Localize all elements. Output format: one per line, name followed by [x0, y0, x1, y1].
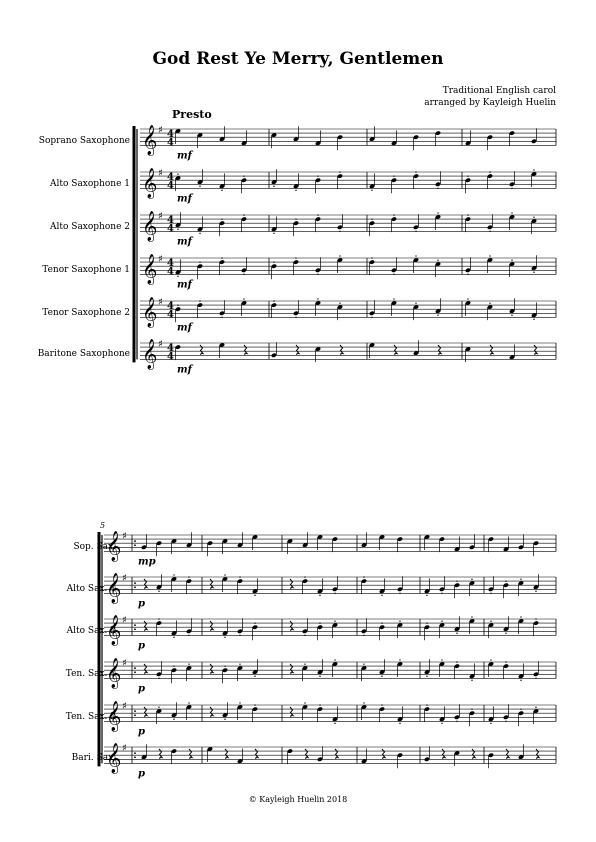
dynamic-p: p	[138, 598, 145, 610]
staccato-dot	[490, 659, 491, 660]
instrument-label-alto-sax-1: Alto Saxophone 1	[50, 179, 130, 189]
time-signature-top: 4	[167, 258, 174, 269]
instrument-label-soprano-sax: Soprano Saxophone	[38, 136, 130, 146]
sharp-key-signature: ♯	[122, 615, 127, 626]
quarter-rest	[225, 749, 228, 760]
staccato-dot	[334, 620, 335, 621]
staccato-dot	[334, 723, 335, 724]
dynamic-mf: mf	[177, 193, 192, 205]
staccato-dot	[224, 637, 225, 638]
staccato-dot	[243, 214, 244, 215]
staccato-dot	[177, 173, 178, 174]
staccato-dot	[511, 259, 512, 260]
staccato-dot	[363, 576, 364, 577]
time-signature-bottom: 4	[167, 266, 174, 278]
staccato-dot	[199, 233, 200, 234]
staccato-dot	[243, 274, 244, 275]
quarter-rest	[534, 345, 537, 356]
staccato-dot	[273, 186, 274, 187]
quarter-rest	[290, 707, 293, 718]
time-signature-bottom: 4	[167, 223, 174, 235]
quarter-rest	[210, 621, 213, 632]
staccato-dot	[441, 659, 442, 660]
staccato-dot	[173, 574, 174, 575]
staccato-dot	[243, 298, 244, 299]
staccato-dot	[520, 616, 521, 617]
staccato-dot	[471, 680, 472, 681]
staccato-dot	[221, 317, 222, 318]
instrument-label-ten-sax-1: Ten. Sax. 1	[65, 669, 116, 679]
treble-clef: 𝄞	[142, 125, 158, 156]
quarter-rest	[290, 664, 293, 675]
staccato-dot	[467, 176, 468, 177]
staccato-dot	[254, 623, 255, 624]
staccato-dot	[224, 666, 225, 667]
treble-clef: 𝄞	[142, 211, 158, 242]
quarter-rest	[472, 749, 475, 760]
staccato-dot	[505, 661, 506, 662]
quarter-rest	[382, 749, 385, 760]
staccato-dot	[471, 709, 472, 710]
staccato-dot	[158, 618, 159, 619]
staccato-dot	[437, 212, 438, 213]
staccato-dot	[489, 171, 490, 172]
staccato-dot	[437, 188, 438, 189]
staccato-dot	[505, 633, 506, 634]
staccato-dot	[339, 231, 340, 232]
sharp-key-signature: ♯	[158, 125, 163, 136]
staccato-dot	[511, 188, 512, 189]
tempo-marking: Presto	[172, 108, 212, 121]
quarter-rest	[296, 345, 299, 356]
staccato-dot	[511, 315, 512, 316]
sharp-key-signature: ♯	[158, 254, 163, 265]
score-title: God Rest Ye Merry, Gentlemen	[152, 49, 444, 69]
staccato-dot	[511, 212, 512, 213]
staccato-dot	[426, 676, 427, 677]
repeat-dot	[134, 540, 136, 542]
staccato-dot	[426, 704, 427, 705]
repeat-dot	[134, 756, 136, 758]
staccato-dot	[188, 635, 189, 636]
staccato-dot	[399, 659, 400, 660]
staccato-dot	[381, 676, 382, 677]
staccato-dot	[339, 171, 340, 172]
copyright-notice: © Kayleigh Huelin 2018	[248, 795, 348, 804]
staccato-dot	[489, 302, 490, 303]
staccato-dot	[173, 666, 174, 667]
staccato-dot	[535, 678, 536, 679]
dynamic-p: p	[138, 768, 145, 780]
staccato-dot	[188, 663, 189, 664]
staccato-dot	[399, 723, 400, 724]
time-signature-top: 4	[167, 129, 174, 140]
repeat-dot	[134, 628, 136, 630]
staccato-dot	[490, 723, 491, 724]
staccato-dot	[295, 317, 296, 318]
staccato-dot	[317, 274, 318, 275]
dynamic-mp: mp	[138, 556, 156, 568]
quarter-rest	[290, 621, 293, 632]
staccato-dot	[177, 305, 178, 306]
time-signature-bottom: 4	[167, 309, 174, 321]
staccato-dot	[490, 593, 491, 594]
quarter-rest	[200, 345, 203, 356]
staccato-dot	[158, 591, 159, 592]
repeat-dot	[134, 582, 136, 584]
quarter-rest	[394, 345, 397, 356]
staccato-dot	[254, 595, 255, 596]
quarter-rest	[335, 749, 338, 760]
staccato-dot	[533, 216, 534, 217]
sharp-key-signature: ♯	[158, 211, 163, 222]
staccato-dot	[520, 709, 521, 710]
sharp-key-signature: ♯	[122, 743, 127, 754]
repeat-dot	[134, 714, 136, 716]
staccato-dot	[273, 233, 274, 234]
staccato-dot	[317, 176, 318, 177]
staccato-dot	[224, 719, 225, 720]
staccato-dot	[393, 274, 394, 275]
time-signature-bottom: 4	[167, 137, 174, 149]
staccato-dot	[173, 719, 174, 720]
treble-clef: 𝄞	[106, 658, 122, 689]
staccato-dot	[199, 300, 200, 301]
instrument-label-baritone-sax: Baritone Saxophone	[37, 349, 130, 359]
quarter-rest	[442, 749, 445, 760]
treble-clef: 𝄞	[106, 531, 122, 562]
staccato-dot	[471, 578, 472, 579]
treble-clef: 𝄞	[106, 743, 122, 774]
repeat-dot	[134, 624, 136, 626]
staccato-dot	[363, 702, 364, 703]
staccato-dot	[158, 678, 159, 679]
staccato-dot	[188, 702, 189, 703]
staccato-dot	[456, 721, 457, 722]
treble-clef: 𝄞	[142, 297, 158, 328]
staccato-dot	[489, 231, 490, 232]
staccato-dot	[199, 262, 200, 263]
staccato-dot	[334, 659, 335, 660]
staccato-dot	[319, 704, 320, 705]
staccato-dot	[295, 190, 296, 191]
time-signature-bottom: 4	[167, 180, 174, 192]
staccato-dot	[399, 620, 400, 621]
quarter-rest	[506, 749, 509, 760]
quarter-rest	[144, 664, 147, 675]
treble-clef: 𝄞	[142, 339, 158, 370]
staccato-dot	[381, 704, 382, 705]
staccato-dot	[319, 676, 320, 677]
quarter-rest	[490, 345, 493, 356]
instrument-label-alto-sax-1-short: Alto Sax. 1	[66, 584, 116, 594]
instrument-label-tenor-sax-1: Tenor Saxophone 1	[42, 265, 130, 275]
staccato-dot	[381, 595, 382, 596]
staccato-dot	[239, 576, 240, 577]
quarter-rest	[144, 707, 147, 718]
staccato-dot	[533, 272, 534, 273]
staccato-dot	[415, 255, 416, 256]
staccato-dot	[467, 274, 468, 275]
staccato-dot	[535, 706, 536, 707]
staccato-dot	[221, 190, 222, 191]
staccato-dot	[339, 255, 340, 256]
staccato-dot	[426, 623, 427, 624]
sharp-key-signature: ♯	[122, 701, 127, 712]
repeat-dot	[134, 544, 136, 546]
treble-clef: 𝄞	[142, 254, 158, 285]
quarter-rest	[305, 749, 308, 760]
staccato-dot	[239, 663, 240, 664]
dynamic-mf: mf	[177, 322, 192, 334]
staccato-dot	[371, 190, 372, 191]
staccato-dot	[535, 618, 536, 619]
staccato-dot	[339, 302, 340, 303]
staccato-dot	[317, 298, 318, 299]
quarter-rest	[210, 664, 213, 675]
repeat-dot	[134, 752, 136, 754]
instrument-label-alto-sax-2: Alto Saxophone 2	[50, 222, 130, 232]
staccato-dot	[371, 257, 372, 258]
quarter-rest	[438, 345, 441, 356]
staccato-dot	[221, 219, 222, 220]
staccato-dot	[363, 635, 364, 636]
staccato-dot	[381, 623, 382, 624]
staccato-dot	[533, 319, 534, 320]
time-signature-top: 4	[167, 301, 174, 312]
repeat-dot	[134, 671, 136, 673]
staccato-dot	[188, 576, 189, 577]
quarter-rest	[144, 621, 147, 632]
measure-number: 5	[100, 521, 106, 530]
staccato-dot	[437, 315, 438, 316]
time-signature-top: 4	[167, 172, 174, 183]
staccato-dot	[254, 704, 255, 705]
staccato-dot	[221, 257, 222, 258]
staccato-dot	[456, 633, 457, 634]
staccato-dot	[393, 214, 394, 215]
sharp-key-signature: ♯	[158, 339, 163, 350]
staccato-dot	[334, 593, 335, 594]
sharp-key-signature: ♯	[122, 573, 127, 584]
quarter-rest	[290, 579, 293, 590]
dynamic-mf: mf	[177, 364, 192, 376]
staccato-dot	[393, 176, 394, 177]
staccato-dot	[399, 593, 400, 594]
staccato-dot	[441, 620, 442, 621]
staccato-dot	[224, 574, 225, 575]
quarter-rest	[244, 345, 247, 356]
arranger-credit: arranged by Kayleigh Huelin	[424, 98, 556, 108]
staccato-dot	[199, 186, 200, 187]
staccato-dot	[239, 702, 240, 703]
staccato-dot	[437, 259, 438, 260]
instrument-label-tenor-sax-2: Tenor Saxophone 2	[42, 308, 130, 318]
repeat-dot	[134, 710, 136, 712]
quarter-rest	[536, 749, 539, 760]
sharp-key-signature: ♯	[122, 531, 127, 542]
staccato-dot	[304, 702, 305, 703]
sharp-key-signature: ♯	[122, 658, 127, 669]
staccato-dot	[467, 214, 468, 215]
staccato-dot	[467, 298, 468, 299]
staccato-dot	[158, 706, 159, 707]
staccato-dot	[520, 578, 521, 579]
staccato-dot	[393, 298, 394, 299]
quarter-rest	[340, 345, 343, 356]
staccato-dot	[441, 723, 442, 724]
staccato-dot	[505, 721, 506, 722]
treble-clef: 𝄞	[106, 573, 122, 604]
staccato-dot	[319, 623, 320, 624]
staccato-dot	[173, 637, 174, 638]
treble-clef: 𝄞	[106, 615, 122, 646]
staccato-dot	[533, 169, 534, 170]
staccato-dot	[273, 262, 274, 263]
time-signature-top: 4	[167, 343, 174, 354]
staccato-dot	[520, 680, 521, 681]
staccato-dot	[304, 576, 305, 577]
staccato-dot	[371, 317, 372, 318]
staccato-dot	[415, 171, 416, 172]
instrument-label-sop-sax: Sop. Sax.	[73, 542, 116, 552]
staccato-dot	[254, 676, 255, 677]
sharp-key-signature: ♯	[158, 297, 163, 308]
dynamic-p: p	[138, 683, 145, 695]
staccato-dot	[371, 219, 372, 220]
sharp-key-signature: ♯	[158, 168, 163, 179]
repeat-dot	[134, 667, 136, 669]
staccato-dot	[319, 595, 320, 596]
quarter-rest	[255, 749, 258, 760]
quarter-rest	[159, 749, 162, 760]
time-signature-bottom: 4	[167, 351, 174, 363]
treble-clef: 𝄞	[142, 168, 158, 199]
staccato-dot	[415, 231, 416, 232]
staccato-dot	[426, 595, 427, 596]
staccato-dot	[415, 302, 416, 303]
dynamic-mf: mf	[177, 236, 192, 248]
staccato-dot	[441, 593, 442, 594]
staccato-dot	[490, 620, 491, 621]
staccato-dot	[456, 581, 457, 582]
staccato-dot	[363, 663, 364, 664]
staccato-dot	[304, 635, 305, 636]
staccato-dot	[295, 257, 296, 258]
instrument-label-ten-sax-2: Ten. Sax. 2	[65, 712, 116, 722]
staccato-dot	[304, 663, 305, 664]
staccato-dot	[295, 219, 296, 220]
treble-clef: 𝄞	[106, 701, 122, 732]
staccato-dot	[177, 276, 178, 277]
quarter-rest	[210, 579, 213, 590]
dynamic-mf: mf	[177, 150, 192, 162]
dynamic-p: p	[138, 726, 145, 738]
staccato-dot	[489, 255, 490, 256]
staccato-dot	[177, 229, 178, 230]
staccato-dot	[505, 581, 506, 582]
instrument-label-bari-sax: Bari. Sax.	[71, 753, 116, 763]
staccato-dot	[535, 591, 536, 592]
repeat-dot	[134, 586, 136, 588]
quarter-rest	[189, 749, 192, 760]
dynamic-mf: mf	[177, 279, 192, 291]
time-signature-top: 4	[167, 215, 174, 226]
staccato-dot	[456, 661, 457, 662]
quarter-rest	[144, 579, 147, 590]
composer-credit: Traditional English carol	[442, 86, 556, 96]
staccato-dot	[239, 635, 240, 636]
staccato-dot	[273, 300, 274, 301]
staccato-dot	[471, 616, 472, 617]
staccato-dot	[243, 176, 244, 177]
quarter-rest	[210, 707, 213, 718]
instrument-label-alto-sax-2-short: Alto Sax. 2	[66, 626, 116, 636]
dynamic-p: p	[138, 640, 145, 652]
staccato-dot	[317, 214, 318, 215]
